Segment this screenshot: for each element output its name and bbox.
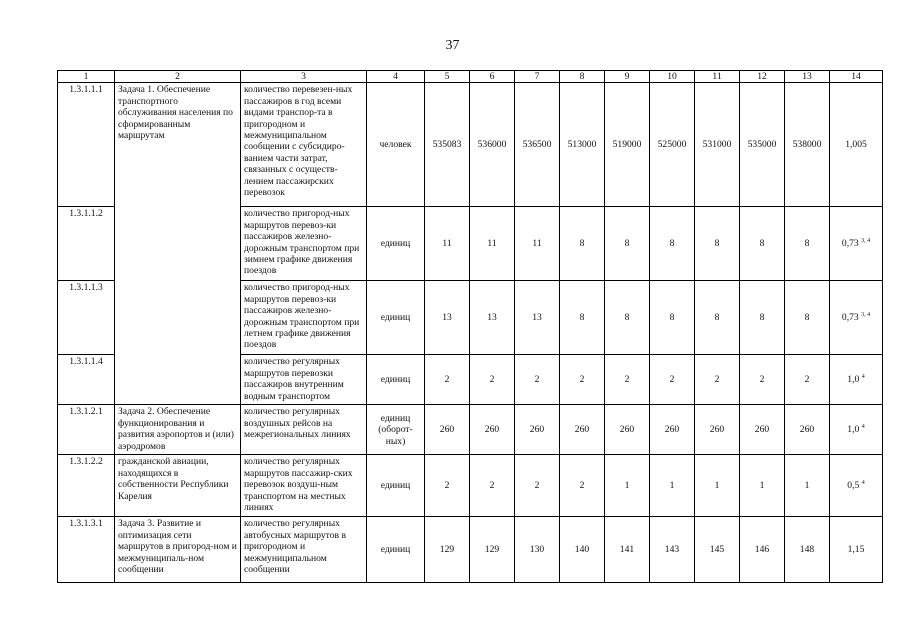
unit-cell: единиц	[367, 455, 425, 517]
footnote-ref: 3, 4	[861, 238, 871, 245]
footnote-ref: 3, 4	[861, 312, 871, 319]
indicator-cell: количество пригород-ных маршрутов перевоз-ки пассажиров железно-дорожным транспортом при зимнем графике движения поездов	[241, 207, 367, 281]
value-cell: 1	[740, 455, 785, 517]
ratio-value: 1,0	[847, 374, 860, 386]
unit-cell: единиц	[367, 517, 425, 583]
indicator-cell: количество регулярных автобусных маршрутов в пригородном и межмуниципальном сообщении	[241, 517, 367, 583]
ratio-value: 1,0	[847, 424, 860, 436]
col-header: 11	[695, 71, 740, 83]
value-cell: 2	[695, 355, 740, 405]
unit-cell: единиц	[367, 281, 425, 355]
value-cell: 260	[515, 405, 560, 455]
col-header: 5	[425, 71, 470, 83]
value-cell: 513000	[560, 83, 605, 207]
value-cell: 8	[695, 207, 740, 281]
value-cell: 8	[740, 207, 785, 281]
value-cell: 531000	[695, 83, 740, 207]
header-row	[58, 71, 883, 83]
value-cell: 525000	[650, 83, 695, 207]
ratio-value: 0,73	[841, 312, 859, 324]
value-cell: 141	[605, 517, 650, 583]
ratio-cell	[830, 355, 883, 405]
value-cell: 1	[695, 455, 740, 517]
value-cell: 2	[470, 355, 515, 405]
value-cell: 260	[605, 405, 650, 455]
value-cell: 2	[425, 355, 470, 405]
table-row	[58, 405, 883, 455]
ratio-cell	[830, 517, 883, 583]
unit-cell: человек	[367, 83, 425, 207]
indicator-cell: количество перевезен-ных пассажиров в год всеми видами транспор-та в пригородном и межмуниципальном сообщении с субсидиро-ванием части затрат, связанных с осуществ-лением пассажирских перевозок	[241, 83, 367, 207]
col-header: 14	[830, 71, 883, 83]
value-cell: 129	[470, 517, 515, 583]
value-cell: 13	[470, 281, 515, 355]
value-cell: 145	[695, 517, 740, 583]
value-cell: 260	[785, 405, 830, 455]
col-header: 8	[560, 71, 605, 83]
value-cell: 140	[560, 517, 605, 583]
row-code: 1.3.1.2.1	[58, 405, 115, 455]
value-cell: 2	[425, 455, 470, 517]
value-cell: 260	[560, 405, 605, 455]
value-cell: 2	[605, 355, 650, 405]
ratio-cell	[830, 455, 883, 517]
unit-cell: единиц (оборот-ных)	[367, 405, 425, 455]
value-cell: 129	[425, 517, 470, 583]
task-cell: Задача 2. Обеспечение функционирования и развития аэропортов и (или) аэродромов	[115, 405, 241, 455]
value-cell: 8	[605, 207, 650, 281]
col-header: 1	[58, 71, 115, 83]
table-row	[58, 517, 883, 583]
unit-cell: единиц	[367, 355, 425, 405]
ratio-value: 0,73	[841, 238, 859, 250]
value-cell: 260	[650, 405, 695, 455]
value-cell: 260	[695, 405, 740, 455]
row-code: 1.3.1.1.1	[58, 83, 115, 207]
task-cell: гражданской авиации, находящихся в собственности Республики Карелия	[115, 455, 241, 517]
footnote-ref: 4	[861, 424, 865, 431]
value-cell: 8	[560, 207, 605, 281]
task-cell: Задача 3. Развитие и оптимизация сети маршрутов в пригород-ном и межмуниципаль-ном сообщении	[115, 517, 241, 583]
value-cell: 1	[650, 455, 695, 517]
value-cell: 8	[650, 281, 695, 355]
value-cell: 2	[560, 455, 605, 517]
value-cell: 8	[785, 207, 830, 281]
col-header: 4	[367, 71, 425, 83]
col-header: 7	[515, 71, 560, 83]
unit-cell: единиц	[367, 207, 425, 281]
ratio-cell	[830, 83, 883, 207]
indicator-cell: количество регулярных маршрутов пассажир-ских перевозок воздуш-ным транспортом на местных линиях	[241, 455, 367, 517]
footnote-ref: 4	[861, 480, 865, 487]
value-cell: 535083	[425, 83, 470, 207]
ratio-value: 0,5	[847, 480, 860, 492]
indicator-cell: количество пригород-ных маршрутов перевоз-ки пассажиров железно-дорожным транспортом при летнем графике движения поездов	[241, 281, 367, 355]
ratio-cell	[830, 281, 883, 355]
table-row	[58, 83, 883, 207]
col-header: 2	[115, 71, 241, 83]
ratio-value: 1,005	[845, 139, 867, 151]
value-cell: 2	[740, 355, 785, 405]
value-cell: 260	[470, 405, 515, 455]
value-cell: 11	[425, 207, 470, 281]
value-cell: 260	[740, 405, 785, 455]
value-cell: 2	[515, 455, 560, 517]
value-cell: 8	[740, 281, 785, 355]
col-header: 10	[650, 71, 695, 83]
value-cell: 2	[785, 355, 830, 405]
value-cell: 536500	[515, 83, 560, 207]
row-code: 1.3.1.3.1	[58, 517, 115, 583]
indicators-table	[57, 70, 883, 583]
task-cell: Задача 1. Обеспечение транспортного обслуживания населения по сформированным маршрутам	[115, 83, 241, 405]
ratio-value: 1,15	[847, 544, 865, 556]
ratio-cell	[830, 405, 883, 455]
col-header: 9	[605, 71, 650, 83]
value-cell: 260	[425, 405, 470, 455]
ratio-cell	[830, 207, 883, 281]
value-cell: 535000	[740, 83, 785, 207]
value-cell: 519000	[605, 83, 650, 207]
value-cell: 8	[560, 281, 605, 355]
value-cell: 2	[560, 355, 605, 405]
value-cell: 148	[785, 517, 830, 583]
row-code: 1.3.1.1.2	[58, 207, 115, 281]
row-code: 1.3.1.1.4	[58, 355, 115, 405]
value-cell: 538000	[785, 83, 830, 207]
value-cell: 13	[425, 281, 470, 355]
indicator-cell: количество регулярных маршрутов перевозки пассажиров внутренним водным транспортом	[241, 355, 367, 405]
value-cell: 11	[515, 207, 560, 281]
value-cell: 2	[515, 355, 560, 405]
col-header: 12	[740, 71, 785, 83]
value-cell: 8	[605, 281, 650, 355]
col-header: 6	[470, 71, 515, 83]
row-code: 1.3.1.1.3	[58, 281, 115, 355]
indicator-cell: количество регулярных воздушных рейсов на межрегиональных линиях	[241, 405, 367, 455]
page-number: 37	[445, 38, 460, 53]
value-cell: 11	[470, 207, 515, 281]
value-cell: 143	[650, 517, 695, 583]
col-header: 13	[785, 71, 830, 83]
value-cell: 2	[650, 355, 695, 405]
footnote-ref: 4	[861, 374, 865, 381]
value-cell: 2	[470, 455, 515, 517]
value-cell: 1	[605, 455, 650, 517]
col-header: 3	[241, 71, 367, 83]
value-cell: 146	[740, 517, 785, 583]
value-cell: 8	[650, 207, 695, 281]
table-row	[58, 455, 883, 517]
value-cell: 8	[785, 281, 830, 355]
value-cell: 13	[515, 281, 560, 355]
value-cell: 130	[515, 517, 560, 583]
value-cell: 1	[785, 455, 830, 517]
row-code: 1.3.1.2.2	[58, 455, 115, 517]
value-cell: 8	[695, 281, 740, 355]
value-cell: 536000	[470, 83, 515, 207]
